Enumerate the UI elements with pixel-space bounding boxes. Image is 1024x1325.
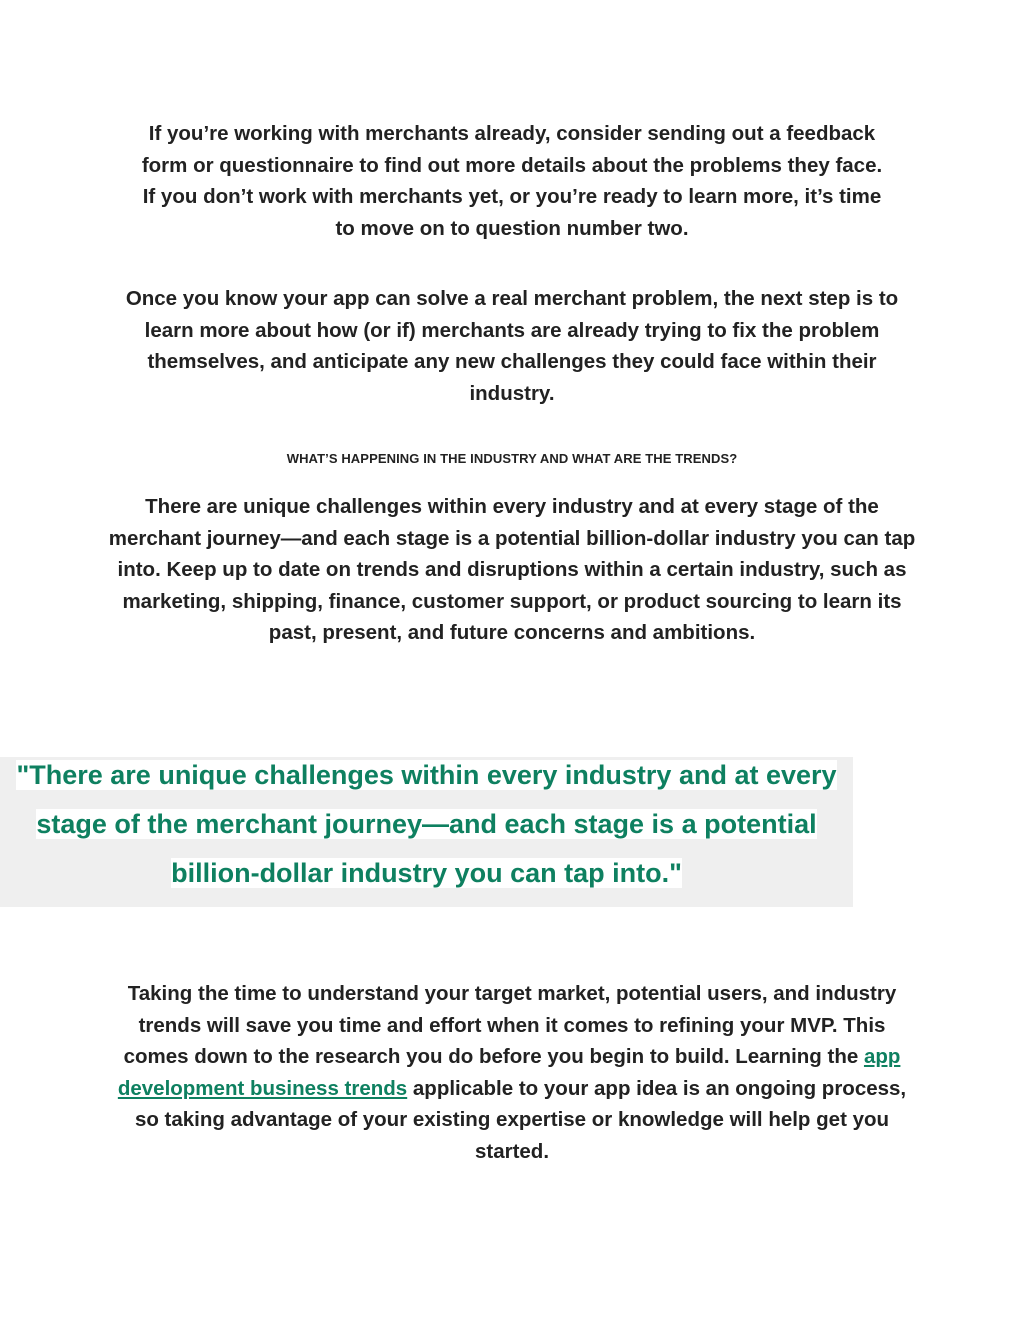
conclusion-paragraph [112,978,912,1167]
industry-trends-paragraph: There are unique challenges within every industry and at every stage of the merchant journey—and each stage is a potential billion-dollar industry you can tap into. Keep up to date on trends and disruptions within a certain industry, such as marketing, shipping, finance, customer support, or product sourcing to learn its past, present, and future concerns and ambitions. [108,495,916,644]
pull-quote-text: "There are unique challenges within every industry and at every stage of the merchant journey—and each stage is a potential billion-dollar industry you can tap into." [16,760,837,888]
intro-paragraph: If you’re working with merchants already, consider sending out a feedback form or questionnaire to find out more details about the problems they face. If you don’t work with merchants yet, or you’re ready to learn more, it’s time to move on to question number two. [141,122,883,240]
pull-quote [0,751,853,898]
app-development-trends-link[interactable]: app development business trends [117,1045,901,1100]
section-heading: WHAT’S HAPPENING IN THE INDUSTRY AND WHAT ARE THE TRENDS? [286,451,738,466]
conclusion-text-start: Taking the time to understand your target market, potential users, and industry trends will save you time and effort when it comes to refining your MVP. This comes down to the research you do before you begin to build. Learning the [123,982,897,1068]
conclusion-text-end: applicable to your app idea is an ongoing process, so taking advantage of your existing expertise or knowledge will help get you started. [134,1076,907,1163]
next-step-paragraph: Once you know your app can solve a real merchant problem, the next step is to learn more about how (or if) merchants are already trying to fix the problem themselves, and anticipate any new challenges they could face within their industry. [125,287,899,405]
